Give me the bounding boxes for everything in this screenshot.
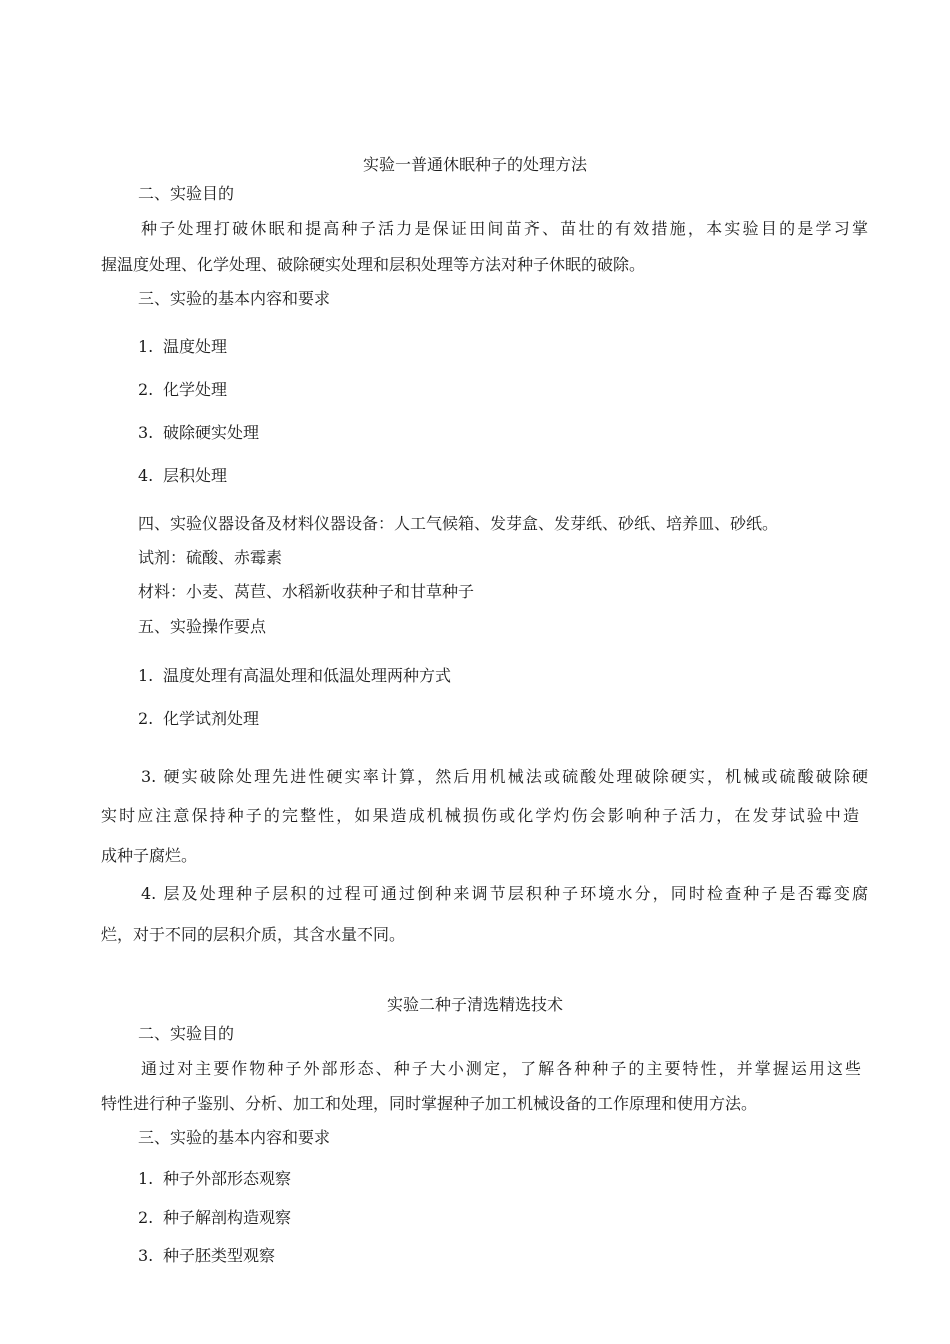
list-number: 2. bbox=[138, 1208, 154, 1227]
section1-purpose-line2: 握温度处理、化学处理、破除硬实处理和层积处理等方法对种子休眠的破除。 bbox=[101, 255, 646, 274]
list-number: 2. bbox=[138, 380, 154, 399]
section1-op3-line1: 3. 硬实破除处理先进性硬实率计算，然后用机械法或硫酸处理破除硬实，机械或硫酸破除硬 bbox=[141, 767, 868, 786]
list-text: 化学处理 bbox=[163, 380, 228, 399]
section2-title: 实验二种子清选精选技术 bbox=[386, 995, 563, 1014]
list-item bbox=[138, 1169, 291, 1189]
list-number: 2. bbox=[138, 709, 154, 728]
list-text: 温度处理有高温处理和低温处理两种方式 bbox=[163, 666, 452, 685]
list-item bbox=[138, 423, 259, 443]
section1-equipment: 四、实验仪器设备及材料仪器设备：人工气候箱、发芽盒、发芽纸、砂纸、培养皿、砂纸。 bbox=[138, 514, 779, 533]
list-text: 化学试剂处理 bbox=[163, 709, 260, 728]
section1-reagents: 试剂：硫酸、赤霉素 bbox=[138, 548, 283, 567]
section2-purpose-heading: 二、实验目的 bbox=[138, 1024, 235, 1043]
section2-purpose-line2: 特性进行种子鉴别、分析、加工和处理，同时掌握种子加工机械设备的工作原理和使用方法。 bbox=[101, 1094, 758, 1113]
section2-content-heading: 三、实验的基本内容和要求 bbox=[138, 1128, 331, 1147]
list-number: 1. bbox=[138, 1169, 154, 1188]
list-item bbox=[138, 337, 227, 357]
section1-title: 实验一普通休眠种子的处理方法 bbox=[362, 155, 587, 174]
list-item bbox=[138, 380, 227, 400]
list-text: 破除硬实处理 bbox=[163, 423, 260, 442]
section1-op4-line1: 4. 层及处理种子层积的过程可通过倒种来调节层积种子环境水分，同时检查种子是否霉变腐 bbox=[141, 884, 868, 903]
list-number: 1. bbox=[138, 337, 154, 356]
list-number: 3. bbox=[138, 1246, 154, 1265]
section1-op3-line3: 成种子腐烂。 bbox=[101, 846, 198, 865]
list-number: 3. bbox=[138, 423, 154, 442]
section1-materials: 材料：小麦、莴苣、水稻新收获种子和甘草种子 bbox=[138, 582, 475, 601]
list-number: 1. bbox=[138, 666, 154, 685]
list-text: 种子外部形态观察 bbox=[163, 1169, 292, 1188]
list-item bbox=[138, 709, 259, 729]
list-item bbox=[138, 1208, 291, 1228]
list-item bbox=[138, 1246, 275, 1266]
list-text: 层积处理 bbox=[163, 466, 228, 485]
section1-op3-line2: 实时应注意保持种子的完整性，如果造成机械损伤或化学灼伤会影响种子活力，在发芽试验中造 bbox=[101, 806, 859, 825]
list-text: 种子胚类型观察 bbox=[163, 1246, 276, 1265]
section2-purpose-line1: 通过对主要作物种子外部形态、种子大小测定，了解各种种子的主要特性，并掌握运用这些 bbox=[141, 1059, 861, 1078]
list-item bbox=[138, 666, 451, 686]
section1-content-heading: 三、实验的基本内容和要求 bbox=[138, 289, 331, 308]
list-number: 4. bbox=[138, 466, 154, 485]
section1-ops-heading: 五、实验操作要点 bbox=[138, 617, 267, 636]
section1-purpose-line1: 种子处理打破休眠和提高种子活力是保证田间苗齐、苗壮的有效措施，本实验目的是学习掌 bbox=[141, 219, 868, 238]
list-text: 温度处理 bbox=[163, 337, 228, 356]
section1-op4-line2: 烂，对于不同的层积介质，其含水量不同。 bbox=[101, 925, 406, 944]
section1-purpose-heading: 二、实验目的 bbox=[138, 184, 235, 203]
list-text: 种子解剖构造观察 bbox=[163, 1208, 292, 1227]
list-item bbox=[138, 466, 227, 486]
